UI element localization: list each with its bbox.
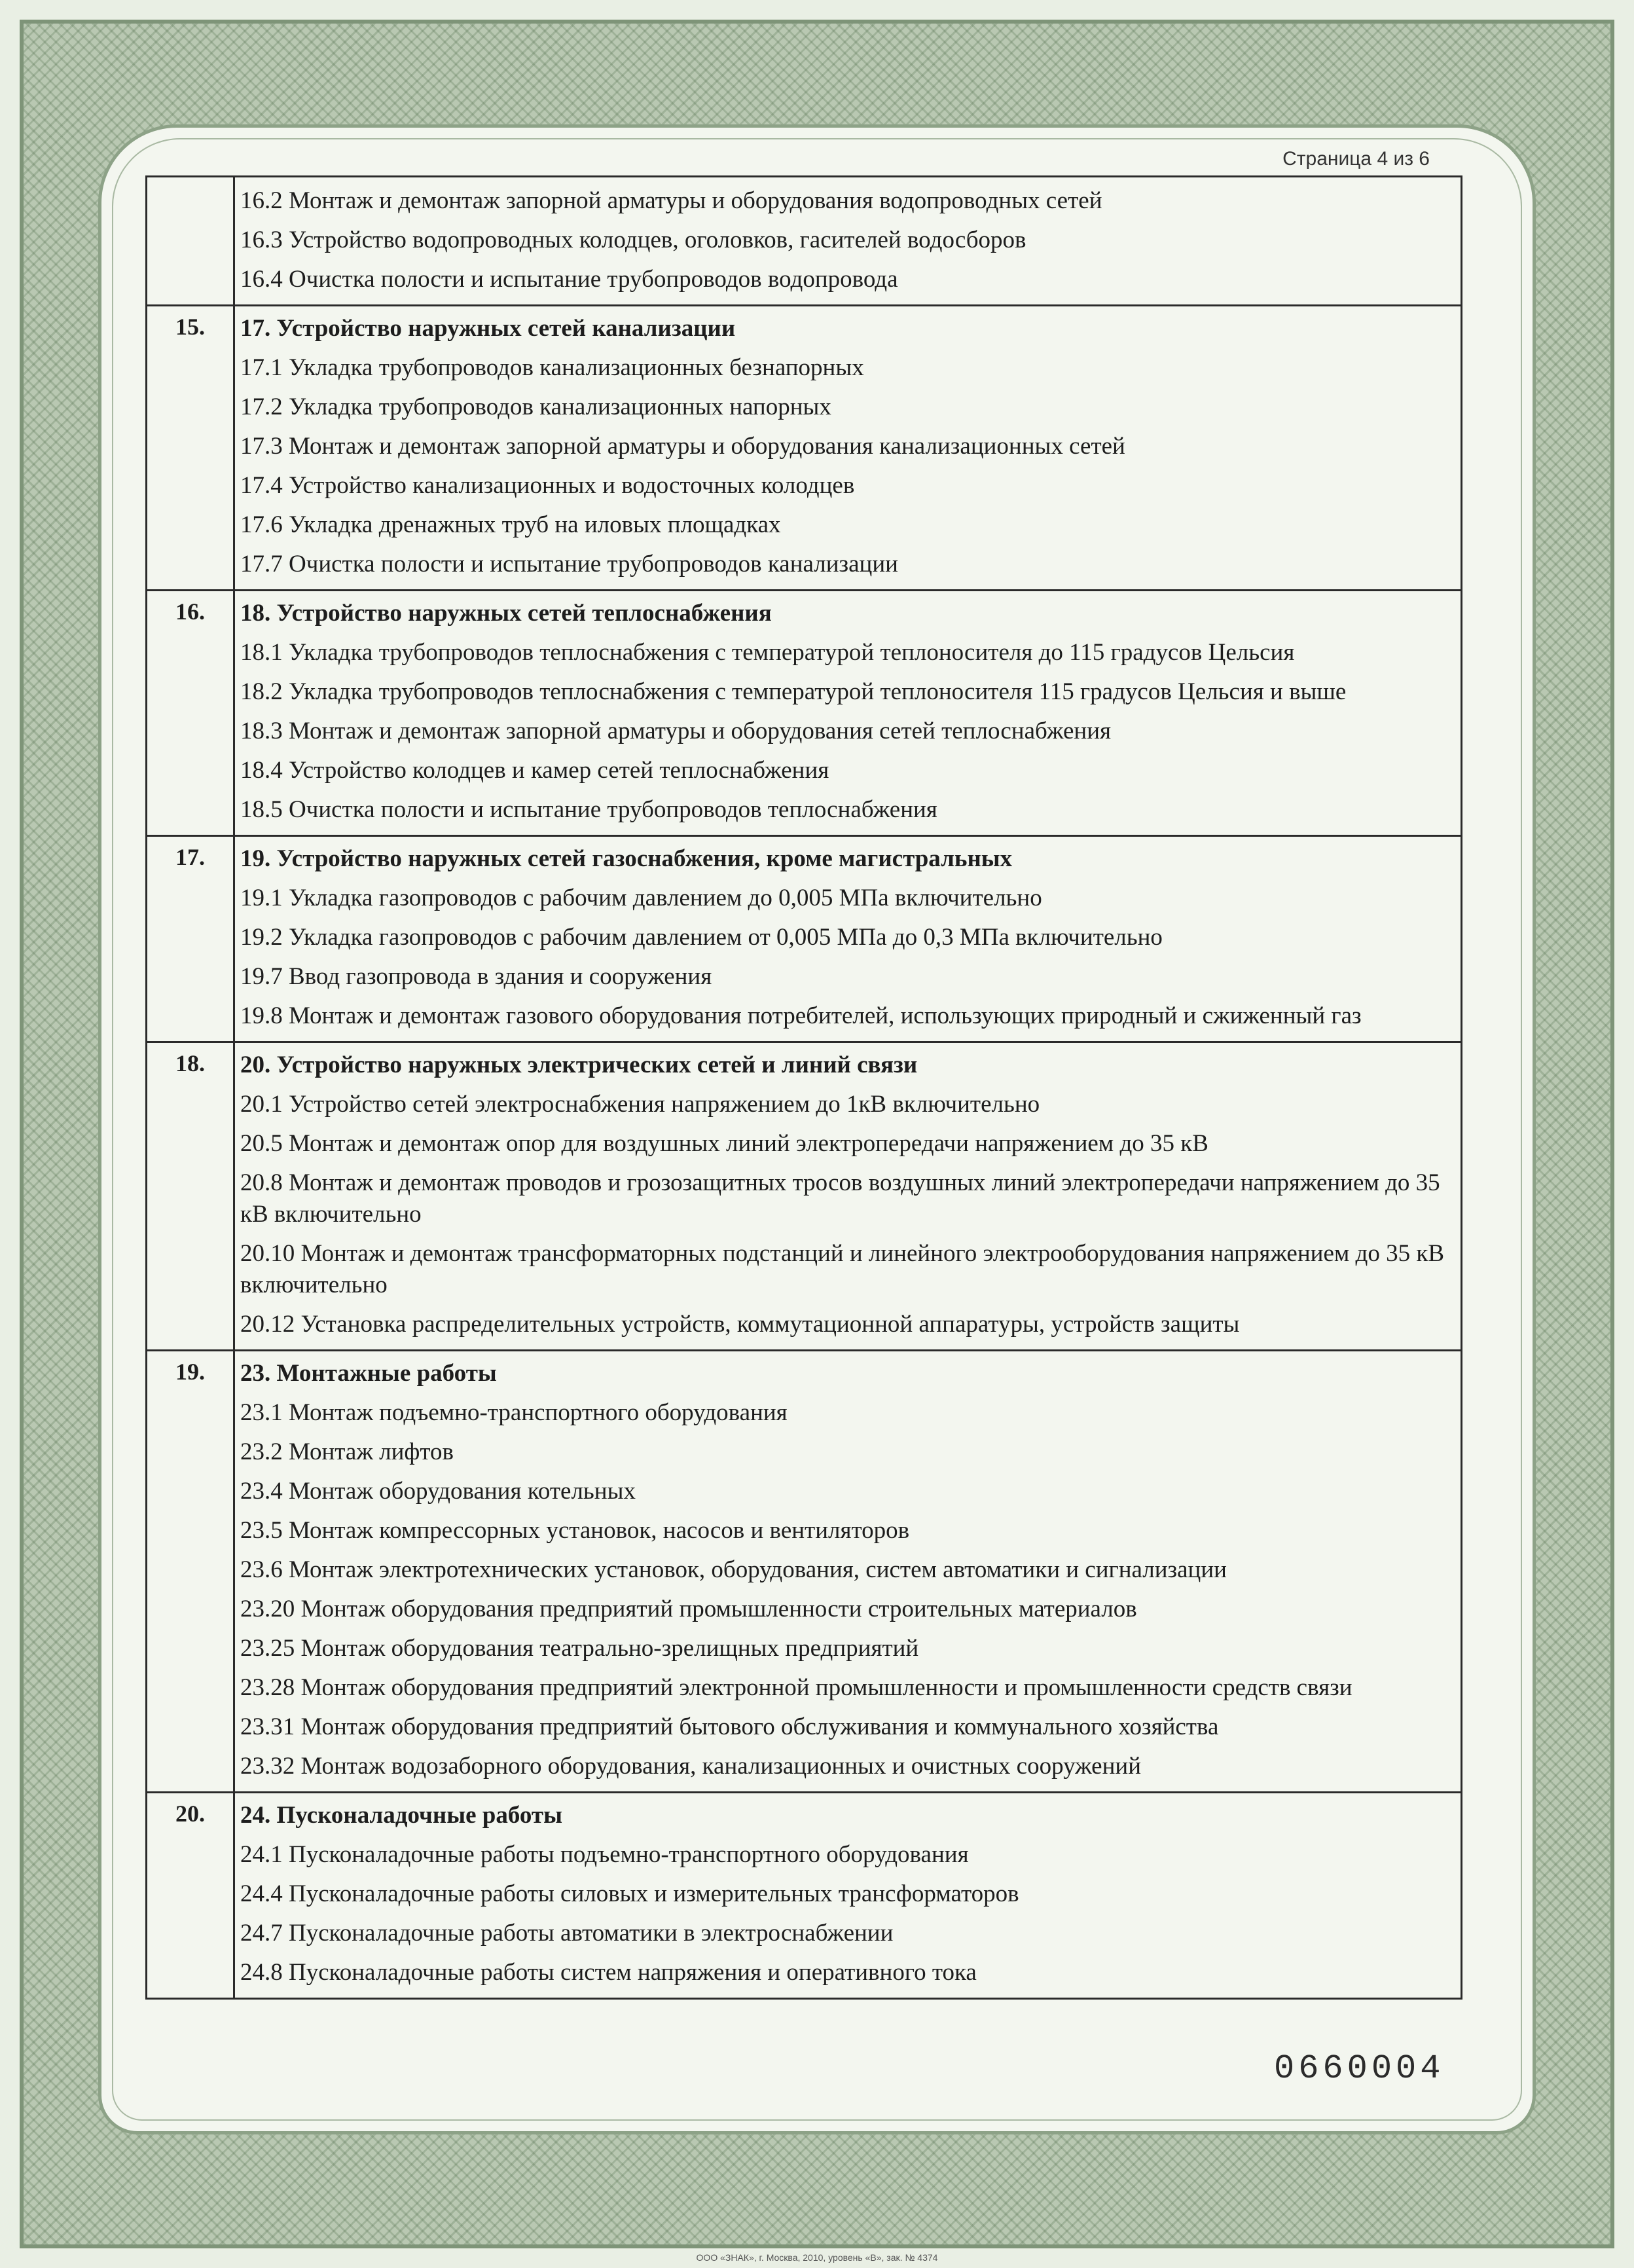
work-item: 17.3 Монтаж и демонтаж запорной арматуры и оборудования канализационных сетей xyxy=(240,433,1125,460)
work-group-title: 17. Устройство наружных сетей канализации xyxy=(240,315,736,342)
work-item: 23.6 Монтаж электротехнических установок, оборудования, систем автоматики и сигнализации xyxy=(240,1556,1227,1583)
row-number: 15. xyxy=(147,306,234,591)
work-item: 24.8 Пусконаладочные работы систем напряжения и оперативного тока xyxy=(240,1959,977,1986)
row-number xyxy=(147,177,234,306)
work-item: 20.8 Монтаж и демонтаж проводов и грозозащитных тросов воздушных линий электропередачи напряжением до 35 кВ включительно xyxy=(240,1169,1440,1228)
table-row xyxy=(147,1042,1462,1351)
work-item: 17.2 Укладка трубопроводов канализационных напорных xyxy=(240,393,831,420)
work-item: 24.4 Пусконаладочные работы силовых и измерительных трансформаторов xyxy=(240,1880,1019,1907)
work-group-title: 20. Устройство наружных электрических сетей и линий связи xyxy=(240,1052,918,1078)
page-number-label: Страница 4 из 6 xyxy=(1282,148,1430,170)
work-item: 20.10 Монтаж и демонтаж трансформаторных подстанций и линейного электрооборудования напряжением до 35 кВ включительно xyxy=(240,1240,1445,1298)
row-number: 16. xyxy=(147,591,234,836)
work-group-title: 19. Устройство наружных сетей газоснабжения, кроме магистральных xyxy=(240,845,1013,872)
work-item: 16.2 Монтаж и демонтаж запорной арматуры и оборудования водопроводных сетей xyxy=(240,187,1102,214)
work-item: 18.5 Очистка полости и испытание трубопроводов теплоснабжения xyxy=(240,796,937,823)
work-items-list xyxy=(235,629,1461,835)
row-number: 18. xyxy=(147,1042,234,1351)
work-item: 19.8 Монтаж и демонтаж газового оборудования потребителей, использующих природный и сжиженный газ xyxy=(240,1002,1362,1029)
work-items-list xyxy=(235,344,1461,589)
work-items-list xyxy=(235,1831,1461,1998)
table-row xyxy=(147,306,1462,591)
work-item: 17.7 Очистка полости и испытание трубопроводов канализации xyxy=(240,551,898,577)
serial-number: 0660004 xyxy=(1274,2049,1445,2088)
works-table-body xyxy=(147,177,1462,1999)
work-group-cell xyxy=(234,1042,1462,1351)
work-item: 18.2 Укладка трубопроводов теплоснабжения с температурой теплоносителя 115 градусов Цельсия и выше xyxy=(240,678,1347,705)
work-item: 23.28 Монтаж оборудования предприятий электронной промышленности и промышленности средств связи xyxy=(240,1674,1353,1701)
work-item: 23.5 Монтаж компрессорных установок, насосов и вентиляторов xyxy=(240,1517,910,1544)
work-group-cell xyxy=(234,591,1462,836)
work-item: 23.25 Монтаж оборудования театрально-зрелищных предприятий xyxy=(240,1635,919,1662)
work-item: 19.2 Укладка газопроводов с рабочим давлением от 0,005 МПа до 0,3 МПа включительно xyxy=(240,924,1163,951)
work-group-title: 18. Устройство наружных сетей теплоснабжения xyxy=(240,600,772,627)
work-group-cell xyxy=(234,836,1462,1042)
table-row xyxy=(147,836,1462,1042)
work-item: 23.20 Монтаж оборудования предприятий промышленности строительных материалов xyxy=(240,1596,1137,1622)
work-item: 18.1 Укладка трубопроводов теплоснабжения с температурой теплоносителя до 115 градусов Цельсия xyxy=(240,639,1295,666)
work-group-cell xyxy=(234,1351,1462,1793)
work-item: 23.4 Монтаж оборудования котельных xyxy=(240,1478,636,1505)
printer-imprint: ООО «ЗНАК», г. Москва, 2010, уровень «В», зак. № 4374 xyxy=(696,2252,938,2263)
work-item: 16.3 Устройство водопроводных колодцев, оголовков, гасителей водосборов xyxy=(240,227,1026,253)
row-number: 17. xyxy=(147,836,234,1042)
work-item: 23.32 Монтаж водозаборного оборудования, канализационных и очистных сооружений xyxy=(240,1753,1141,1780)
work-item: 16.4 Очистка полости и испытание трубопроводов водопровода xyxy=(240,266,898,293)
work-item: 17.1 Укладка трубопроводов канализационных безнапорных xyxy=(240,354,864,381)
work-group-title: 24. Пусконаладочные работы xyxy=(240,1802,562,1829)
work-item: 20.12 Установка распределительных устройств, коммутационной аппаратуры, устройств защиты xyxy=(240,1311,1240,1338)
work-items-list xyxy=(235,1081,1461,1349)
work-group-cell xyxy=(234,177,1462,306)
work-items-list xyxy=(235,875,1461,1041)
table-row xyxy=(147,591,1462,836)
work-item: 20.1 Устройство сетей электроснабжения напряжением до 1кВ включительно xyxy=(240,1091,1040,1118)
work-item: 24.1 Пусконаладочные работы подъемно-транспортного оборудования xyxy=(240,1841,969,1868)
table-row xyxy=(147,1351,1462,1793)
work-item: 20.5 Монтаж и демонтаж опор для воздушных линий электропередачи напряжением до 35 кВ xyxy=(240,1130,1208,1157)
work-item: 18.4 Устройство колодцев и камер сетей теплоснабжения xyxy=(240,757,829,784)
table-row xyxy=(147,177,1462,306)
work-item: 17.4 Устройство канализационных и водосточных колодцев xyxy=(240,472,855,499)
work-item: 19.1 Укладка газопроводов с рабочим давлением до 0,005 МПа включительно xyxy=(240,885,1042,911)
row-number: 19. xyxy=(147,1351,234,1793)
row-number: 20. xyxy=(147,1793,234,1999)
table-row xyxy=(147,1793,1462,1999)
work-group-cell xyxy=(234,306,1462,591)
work-group-title: 23. Монтажные работы xyxy=(240,1360,497,1387)
work-item: 19.7 Ввод газопровода в здания и сооружения xyxy=(240,963,712,990)
work-items-list xyxy=(235,177,1461,304)
work-items-list xyxy=(235,1389,1461,1791)
work-item: 23.1 Монтаж подъемно-транспортного оборудования xyxy=(240,1399,788,1426)
work-item: 17.6 Укладка дренажных труб на иловых площадках xyxy=(240,511,781,538)
works-table xyxy=(145,175,1462,2000)
work-group-cell xyxy=(234,1793,1462,1999)
work-item: 23.31 Монтаж оборудования предприятий бытового обслуживания и коммунального хозяйства xyxy=(240,1713,1219,1740)
work-item: 23.2 Монтаж лифтов xyxy=(240,1438,454,1465)
work-item: 18.3 Монтаж и демонтаж запорной арматуры и оборудования сетей теплоснабжения xyxy=(240,718,1112,744)
work-item: 24.7 Пусконаладочные работы автоматики в электроснабжении xyxy=(240,1920,894,1947)
